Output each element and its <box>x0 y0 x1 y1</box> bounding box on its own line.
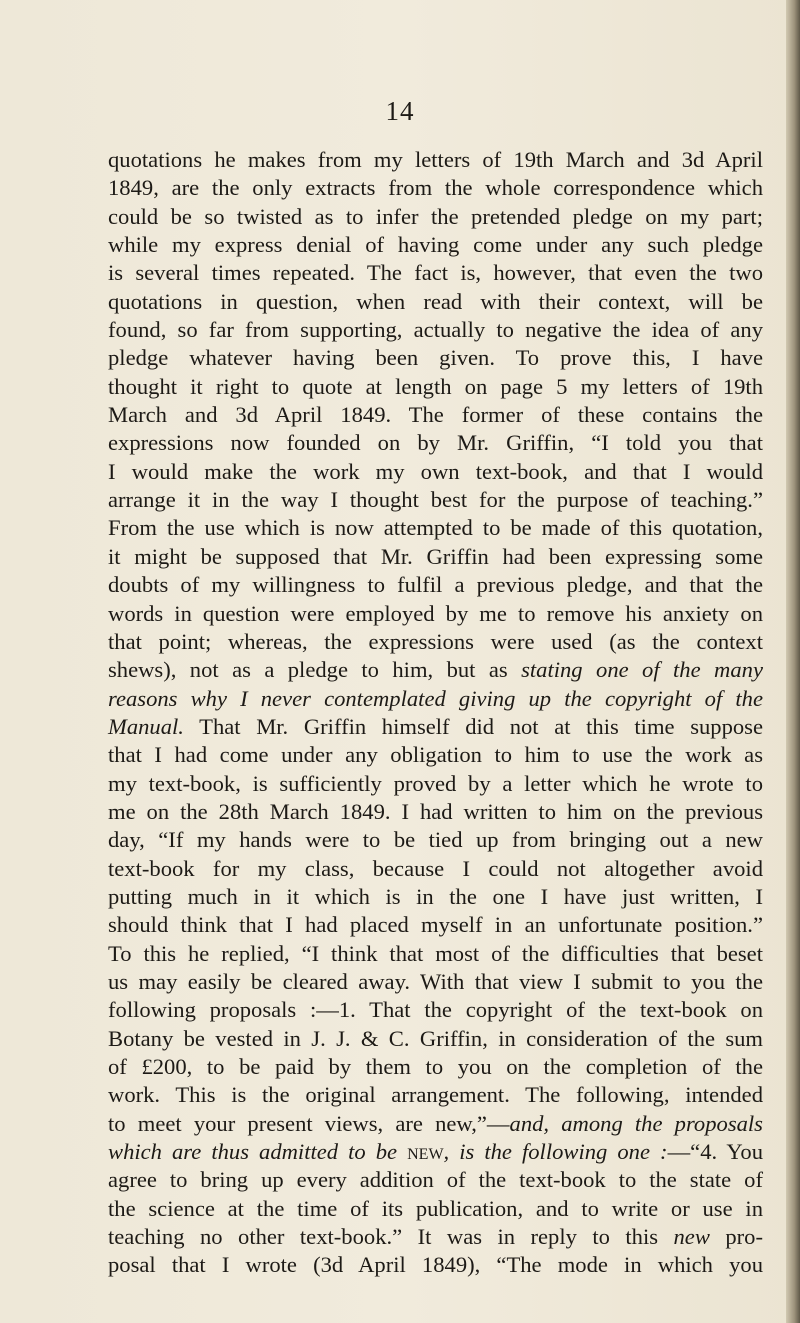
text-line <box>108 259 763 287</box>
text-run: is several times repeated. The fact is, however, that even the two <box>108 260 763 286</box>
text-run: reasons why I never contemplated giving up the copyright of the <box>108 685 763 711</box>
text-run: new <box>673 1224 710 1250</box>
text-run: agree to bring up every addition of the text-book to the state of <box>108 1167 763 1193</box>
text-line <box>108 826 763 854</box>
text-line <box>108 486 763 514</box>
text-line <box>108 571 763 599</box>
text-run: it might be supposed that Mr. Griffin had been expressing some <box>108 543 763 569</box>
text-line <box>108 203 763 231</box>
text-run: doubts of my willingness to fulfil a previous pledge, and that the <box>108 572 763 598</box>
text-run: us may easily be cleared away. With that view I submit to you the <box>108 968 763 994</box>
text-line <box>108 1053 763 1081</box>
text-line <box>108 1223 763 1251</box>
text-run: that point; whereas, the expressions were used (as the context <box>108 628 763 654</box>
page-edge-shadow <box>786 0 800 1323</box>
text-run: teaching no other text-book.” It was in reply to this <box>108 1224 674 1250</box>
text-line <box>108 401 763 429</box>
text-run: could be so twisted as to infer the pretended pledge on my part; <box>108 203 763 229</box>
text-line <box>108 968 763 996</box>
text-line <box>108 600 763 628</box>
text-run: , <box>443 1139 460 1165</box>
text-line <box>108 174 763 202</box>
text-run: following proposals :—1. That the copyright of the text-book on <box>108 997 763 1023</box>
text-run: Botany be vested in J. J. & C. Griffin, in consideration of the sum <box>108 1025 763 1051</box>
text-line <box>108 146 763 174</box>
text-run: work. This is the original arrangement. The following, intended <box>108 1082 763 1108</box>
text-run: the science at the time of its publication, and to write or use in <box>108 1195 763 1221</box>
text-run: March and 3d April 1849. The former of these contains the <box>108 402 763 428</box>
text-run: quotations in question, when read with their context, will be <box>108 288 763 314</box>
text-run: my text-book, is sufficiently proved by a letter which he wrote to <box>108 770 763 796</box>
text-line <box>108 514 763 542</box>
text-line <box>108 373 763 401</box>
text-run: expressions now founded on by Mr. Griffin, “I told you that <box>108 430 763 456</box>
text-run: words in question were employed by me to remove his anxiety on <box>108 600 763 626</box>
text-line <box>108 940 763 968</box>
text-line <box>108 685 763 713</box>
text-run: posal that I wrote (3d April 1849), “The mode in which you <box>108 1252 763 1278</box>
text-run: arrange it in the way I thought best for the purpose of teaching.” <box>108 487 763 513</box>
text-line <box>108 770 763 798</box>
text-run: pro- <box>709 1224 764 1250</box>
text-run: should think that I had placed myself in an unfortunate position.” <box>108 912 763 938</box>
text-line <box>108 1081 763 1109</box>
text-run: new <box>407 1139 444 1165</box>
text-run: text-book for my class, because I could not altogether avoid <box>108 855 763 881</box>
text-run: 1849, are the only extracts from the whole correspondence which <box>108 175 763 201</box>
text-line <box>108 1138 763 1166</box>
text-line <box>108 344 763 372</box>
text-line <box>108 1110 763 1138</box>
text-line <box>108 429 763 457</box>
text-run: stating one of the many <box>521 657 763 683</box>
text-run: Manual. <box>108 713 184 739</box>
text-line <box>108 543 763 571</box>
text-run: to meet your present views, are new,”— <box>108 1110 510 1136</box>
text-line <box>108 316 763 344</box>
page-number: 14 <box>385 96 415 126</box>
text-line <box>108 741 763 769</box>
text-run: while my express denial of having come under any such pledge <box>108 232 763 258</box>
text-run: pledge whatever having been given. To prove this, I have <box>108 345 763 371</box>
text-run: me on the 28th March 1849. I had written to him on the previous <box>108 798 763 824</box>
text-line <box>108 883 763 911</box>
text-run: shews), not as a pledge to him, but as <box>108 657 522 683</box>
text-line <box>108 628 763 656</box>
text-run: that I had come under any obligation to him to use the work as <box>108 742 763 768</box>
body-text <box>108 146 763 1280</box>
text-line <box>108 1166 763 1194</box>
text-line <box>108 996 763 1024</box>
text-run: is the following one : <box>459 1139 668 1165</box>
text-run: From the use which is now attempted to be made of this quotation, <box>108 515 763 541</box>
text-line <box>108 231 763 259</box>
text-run: quotations he makes from my letters of 19th March and 3d April <box>108 147 763 172</box>
text-run: That Mr. Griffin himself did not at this time suppose <box>183 713 763 739</box>
text-run: which are thus admitted to be <box>108 1139 408 1165</box>
text-run: thought it right to quote at length on page 5 my letters of 19th <box>108 373 763 399</box>
text-line <box>108 798 763 826</box>
text-line <box>108 288 763 316</box>
text-line <box>108 1195 763 1223</box>
text-run: day, “If my hands were to be tied up from bringing out a new <box>108 827 763 853</box>
text-line <box>108 1251 763 1279</box>
text-run: of £200, to be paid by them to you on the completion of the <box>108 1054 763 1079</box>
text-run: and, among the proposals <box>509 1110 763 1136</box>
text-line <box>108 911 763 939</box>
text-line <box>108 656 763 684</box>
text-run: found, so far from supporting, actually to negative the idea of any <box>108 317 763 343</box>
text-run: To this he replied, “I think that most of the difficulties that beset <box>108 940 763 966</box>
text-line <box>108 713 763 741</box>
text-run: —“4. You <box>667 1139 763 1165</box>
text-line <box>108 1025 763 1053</box>
text-line <box>108 458 763 486</box>
text-run: I would make the work my own text-book, and that I would <box>108 458 763 484</box>
text-run: putting much in it which is in the one I have just written, I <box>108 883 763 909</box>
text-line <box>108 855 763 883</box>
